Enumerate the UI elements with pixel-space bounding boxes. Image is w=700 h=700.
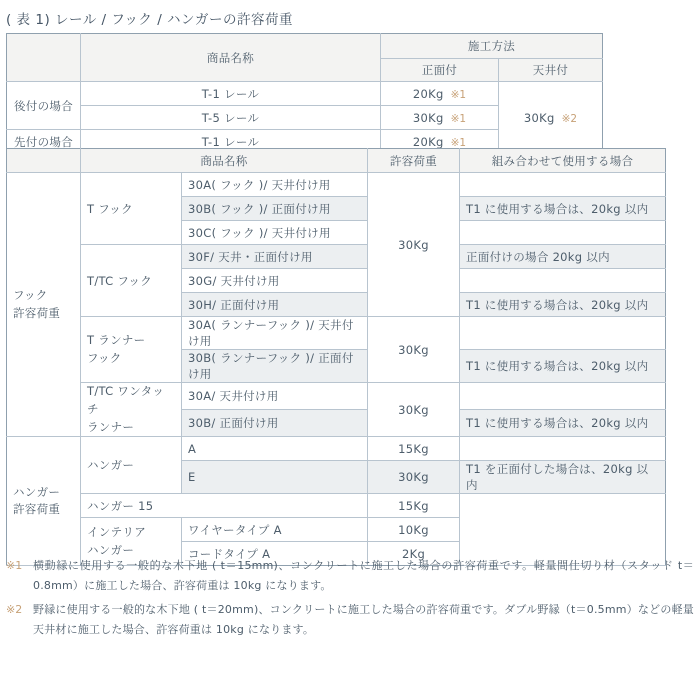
t2-item-hanger-a: A — [182, 437, 368, 461]
t2-load-hook-30kg: 30Kg — [368, 173, 460, 317]
t1-header-blank — [7, 34, 81, 82]
table-row — [7, 82, 603, 106]
t2-item-hanger-e: E — [182, 461, 368, 494]
t2-subgroup-interior-line1: インテリア — [87, 525, 146, 540]
t2-header-allowable-load: 許容荷重 — [368, 149, 460, 173]
t2-group-hanger-line2: 許容荷重 — [13, 502, 61, 517]
table-row — [7, 494, 666, 518]
t2-item-wire-type-a: ワイヤータイプ A — [182, 518, 368, 542]
t1-front-value: 20Kg — [412, 134, 444, 149]
t2-subgroup-hanger: ハンガー — [81, 437, 182, 494]
t2-group-hook — [7, 173, 81, 437]
t2-combination-front-20kg: 正面付けの場合 20kg 以内 — [460, 245, 666, 269]
t2-group-hanger-line1: ハンガー — [13, 484, 61, 499]
t2-subgroup-t-tc-onetouch-runner — [81, 383, 182, 437]
t2-subgroup-t-runner-hook-line2: フック — [87, 350, 122, 365]
t1-front-value: 20Kg — [412, 86, 444, 101]
t2-item-30f-both: 30F/ 天井・正面付け用 — [182, 245, 368, 269]
t1-header-product-name: 商品名称 — [81, 34, 381, 82]
footnote-2-label: ※2 — [6, 602, 23, 616]
t1-ceiling-value: 30Kg — [523, 110, 555, 125]
note-ref-icon: ※1 — [450, 112, 467, 125]
rail-load-table — [6, 33, 603, 154]
t2-load-cord-type-a: 2Kg — [368, 542, 460, 566]
t1-product-t5-rail: T-5 レール — [81, 106, 381, 130]
t2-subgroup-t-runner-hook-line1: T ランナー — [87, 332, 146, 347]
t2-item-30a-onetouch-ceiling: 30A/ 天井付け用 — [182, 383, 368, 410]
t1-header-front-mount: 正面付 — [381, 59, 499, 82]
t2-item-30c-hook-ceiling: 30C( フック )/ 天井付け用 — [182, 221, 368, 245]
footnote-1-text: 横動縁に使用する一般的な木下地 ( t＝15mm)、コンクリートに施工した場合の許容荷重です。軽量間仕切り材（スタッド t＝0.8mm）に施工した場合、許容荷重は 10kg になります。 — [33, 559, 694, 593]
t2-group-hook-line2: 許容荷重 — [13, 305, 61, 320]
t2-combination-blank — [460, 437, 666, 461]
footnote-2 — [6, 600, 694, 641]
t2-load-hanger-e: 30Kg — [368, 461, 460, 494]
page-title: ( 表 1) レール / フック / ハンガーの許容荷重 — [6, 12, 294, 28]
note-ref-icon: ※1 — [450, 88, 467, 101]
t1-front-value-cell — [381, 82, 499, 106]
t2-subgroup-onetouch-line1: T/TC ワンタッチ — [87, 384, 165, 416]
hook-hanger-load-table — [6, 148, 666, 566]
t2-subgroup-t-tc-hook: T/TC フック — [81, 245, 182, 317]
footnote-1-label: ※1 — [6, 559, 23, 572]
t2-combination-t1-20kg: T1 に使用する場合は、20kg 以内 — [460, 197, 666, 221]
t1-header-method: 施工方法 — [381, 34, 603, 59]
t2-combination-blank — [460, 317, 666, 350]
footnote-1 — [6, 556, 694, 597]
t2-header-blank — [7, 149, 81, 173]
t1-front-value: 30Kg — [412, 110, 444, 125]
table-row — [7, 383, 666, 410]
t2-combination-t1-front-20kg: T1 を正面付した場合は、20kg 以内 — [460, 461, 666, 494]
table-header-row — [7, 149, 666, 173]
t1-ceiling-value-cell — [499, 82, 603, 154]
t2-combination-blank — [460, 269, 666, 293]
table-row — [7, 245, 666, 269]
t2-subgroup-interior-line2: ハンガー — [87, 542, 135, 557]
t2-item-30g-ceiling: 30G/ 天井付け用 — [182, 269, 368, 293]
t2-item-30b-onetouch-front: 30B/ 正面付け用 — [182, 410, 368, 437]
t2-load-wire-type-a: 10Kg — [368, 518, 460, 542]
footnote-2-text: 野縁に使用する一般的な木下地 ( t＝20mm)、コンクリートに施工した場合の許容荷重です。ダブル野縁（t＝0.5mm）などの軽量天井材に施工した場合、許容荷重は 10kg になります。 — [33, 602, 694, 637]
t2-item-cord-type-a: コードタイプ A — [182, 542, 368, 566]
note-ref-icon: ※1 — [450, 136, 467, 149]
t1-header-ceiling-mount: 天井付 — [499, 59, 603, 82]
t2-load-onetouch-30kg: 30Kg — [368, 383, 460, 437]
t2-group-hanger — [7, 437, 81, 566]
t2-combination-t1-20kg: T1 に使用する場合は、20kg 以内 — [460, 410, 666, 437]
table-row — [7, 437, 666, 461]
table-header-row — [7, 34, 603, 59]
t2-combination-t1-20kg: T1 に使用する場合は、20kg 以内 — [460, 293, 666, 317]
t2-combination-blank — [460, 383, 666, 410]
t1-product-t1-rail: T-1 レール — [81, 82, 381, 106]
t2-group-hook-line1: フック — [13, 287, 48, 302]
t2-subgroup-onetouch-line2: ランナー — [87, 419, 135, 434]
footnotes — [6, 556, 694, 643]
table-row — [7, 317, 666, 350]
t2-load-hanger15: 15Kg — [368, 494, 460, 518]
t2-combination-t1-20kg: T1 に使用する場合は、20kg 以内 — [460, 350, 666, 383]
t1-category-sakizuke: 先付の場合 — [7, 130, 81, 154]
t1-front-value-cell — [381, 106, 499, 130]
t2-load-hanger-a: 15Kg — [368, 437, 460, 461]
t2-header-combination-use: 組み合わせて使用する場合 — [460, 149, 666, 173]
t2-load-runner-30kg: 30Kg — [368, 317, 460, 383]
t2-item-30b-runner-front: 30B( ランナーフック )/ 正面付け用 — [182, 350, 368, 383]
note-ref-icon: ※2 — [561, 112, 578, 125]
t2-item-30h-front: 30H/ 正面付け用 — [182, 293, 368, 317]
t2-subgroup-t-runner-hook — [81, 317, 182, 383]
t2-subgroup-hanger15: ハンガー 15 — [81, 494, 368, 518]
table-row — [7, 173, 666, 197]
t1-category-atozuke: 後付の場合 — [7, 82, 81, 130]
t1-product-t1-rail-2: T-1 レール — [81, 130, 381, 154]
t2-combination-blank — [460, 221, 666, 245]
t2-subgroup-t-hook: T フック — [81, 173, 182, 245]
t2-header-product-name: 商品名称 — [81, 149, 368, 173]
t2-combination-blank — [460, 173, 666, 197]
t2-item-30a-runner-ceiling: 30A( ランナーフック )/ 天井付け用 — [182, 317, 368, 350]
t2-item-30a-hook-ceiling: 30A( フック )/ 天井付け用 — [182, 173, 368, 197]
t2-item-30b-hook-front: 30B( フック )/ 正面付け用 — [182, 197, 368, 221]
